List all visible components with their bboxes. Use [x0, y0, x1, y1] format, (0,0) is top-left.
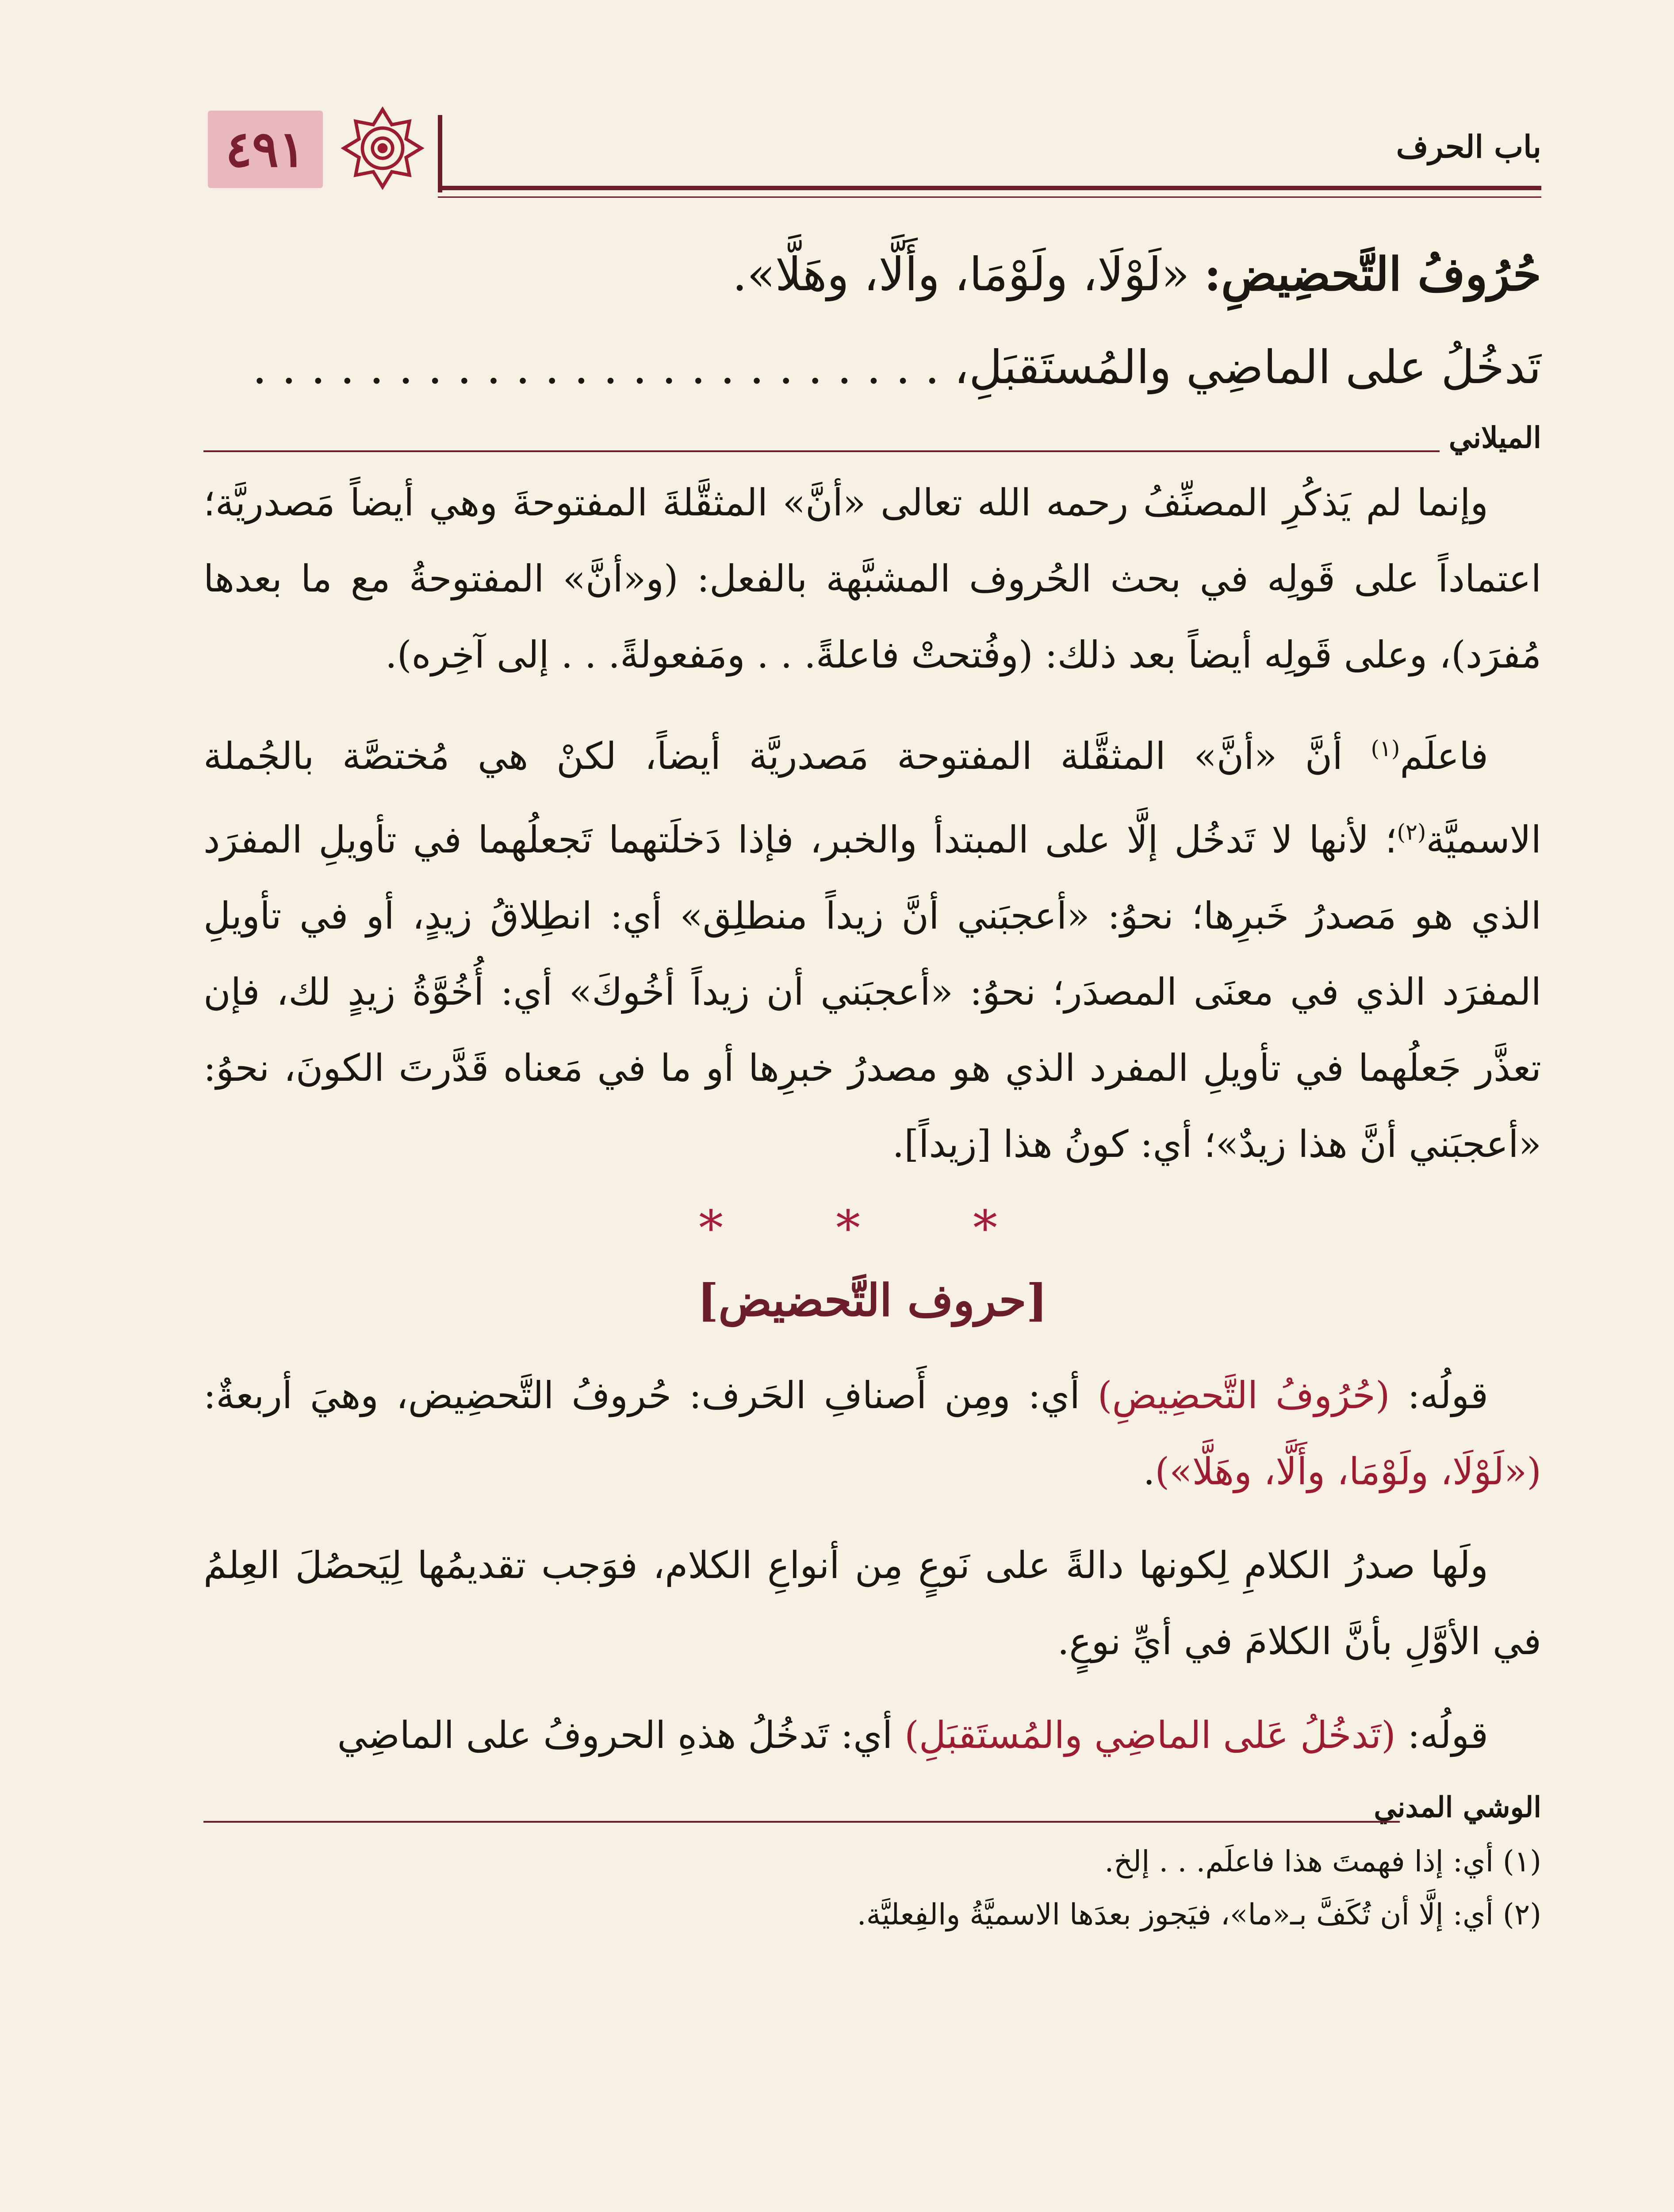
paragraph-text: قولُه:	[1395, 1713, 1488, 1757]
matn-line-2: تَدخُلُ على الماضِي والمُستَقبَلِ، . . . . . . . . . . . . . . . . . . . . . . . .	[252, 340, 1541, 394]
matn-line-1	[203, 230, 1541, 319]
quoted-matn: (تَدخُلُ عَلى الماضِي والمُستَقبَلِ)	[904, 1713, 1396, 1757]
paragraph-text: فاعلَم	[1400, 734, 1488, 778]
section-heading: [حروف التَّحضيض]	[697, 1274, 1047, 1326]
footnote-rule	[203, 1821, 1400, 1823]
footnote-section-label: الوشي المدني	[1374, 1791, 1541, 1824]
section-heading-box	[203, 1274, 1541, 1326]
main-text	[203, 230, 1541, 1941]
header-divider-vertical	[438, 115, 442, 192]
commentary-paragraph: وإنما لم يَذكُرِ المصنِّفُ رحمه الله تعالى «أنَّ» المثقَّلةَ المفتوحةَ وهي أيضاً مَصدريَّة؛ اعتماداً على قَولِه في بحث الحُروف المشبَّهة بالفعل: (و«أنَّ» المفتوحةُ مع ما بعدها مُفرَد)، وعلى قَولِه أيضاً بعد ذلك: (وفُتحتْ فاعلةً. . . ومَفعولةً. . . إلى آخِره).	[203, 481, 1541, 676]
footnote: (١) أي: إذا فهمتَ هذا فاعلَم. . . إلخ.	[1104, 1844, 1541, 1878]
footnote-ref[interactable]: (١)	[1371, 736, 1400, 761]
footnote-label-row	[203, 1791, 1541, 1835]
quoted-matn: («لَوْلَا، ولَوْمَا، وأَلَّا، وهَلَّا»)	[1155, 1450, 1541, 1493]
paragraph-text: أي: ومِن أَصنافِ الحَرف: حُروفُ التَّحضِيض، وهيَ أربعةٌ:	[203, 1374, 1098, 1417]
matn-term: حُرُوفُ التَّحضِيضِ:	[1204, 247, 1541, 301]
page-number: ٤٩١	[208, 111, 323, 188]
commentary-paragraph	[203, 1357, 1541, 1509]
paragraph-text: أي: تَدخُلُ هذهِ الحروفُ على الماضِي	[337, 1713, 904, 1757]
label-rule	[203, 450, 1440, 452]
section-separator: * * *	[699, 1200, 1046, 1256]
footnote: (٢) أي: إلَّا أن تُكَفَّ بـ«ما»، فيَجوز بعدَها الاسميَّةُ والفِعليَّة.	[857, 1897, 1541, 1932]
paragraph-text: أنَّ «أنَّ» المثقَّلة المفتوحة مَصدريَّة أيضاً، لكنْ هي مُختصَّة بالجُملة الاسميَّة	[203, 734, 1541, 861]
page-header	[208, 102, 1541, 204]
commentary-paragraph	[203, 1697, 1541, 1773]
quoted-matn: (حُرُوفُ التَّحضِيضِ)	[1097, 1374, 1390, 1417]
paragraph-text: .	[1143, 1450, 1155, 1493]
header-rule	[438, 186, 1541, 198]
commentator-label: الميلاني	[1448, 420, 1541, 455]
chapter-title: باب الحرف	[1396, 128, 1541, 165]
matn-list: «لَوْلَا، ولَوْمَا، وأَلَّا، وهَلَّا».	[732, 247, 1204, 301]
flower-ornament-icon	[341, 106, 425, 190]
commentary-paragraph: ولَها صدرُ الكلامِ لِكونها دالةً على نَوعٍ مِن أنواعِ الكلام، فوَجب تقديمُها لِيَحصُلَ العِلمُ في الأوَّلِ بأنَّ الكلامَ في أيِّ نوعٍ.	[203, 1544, 1541, 1663]
footnote-ref[interactable]: (٢)	[1397, 819, 1426, 845]
commentary-paragraph	[203, 710, 1541, 1182]
paragraph-text: قولُه:	[1390, 1374, 1489, 1417]
commentary-label-row	[203, 416, 1541, 465]
paragraph-text: ؛ لأنها لا تَدخُل إلَّا على المبتدأ والخبر، فإذا دَخلَتهما تَجعلُهما في تأويلِ المفرَد الذي هو مَصدرُ خَبرِها؛ نحوُ: «أعجبَني أنَّ زيداً منطلِق» أي: انطِلاقُ زيدٍ، أو في تأويلِ المفرَد الذي في معنَى المصدَر؛ نحوُ: «أعجبَني أن زيداً أخُوكَ» أي: أُخُوَّةُ زيدٍ لك، فإن تعذَّر جَعلُهما في تأويلِ المفرد الذي هو مصدرُ خبرِها أو ما في مَعناه قَدَّرتَ الكونَ، نحوُ: «أعجبَني أنَّ هذا زيدٌ»؛ أي: كونُ هذا [زيداً].	[203, 818, 1541, 1166]
